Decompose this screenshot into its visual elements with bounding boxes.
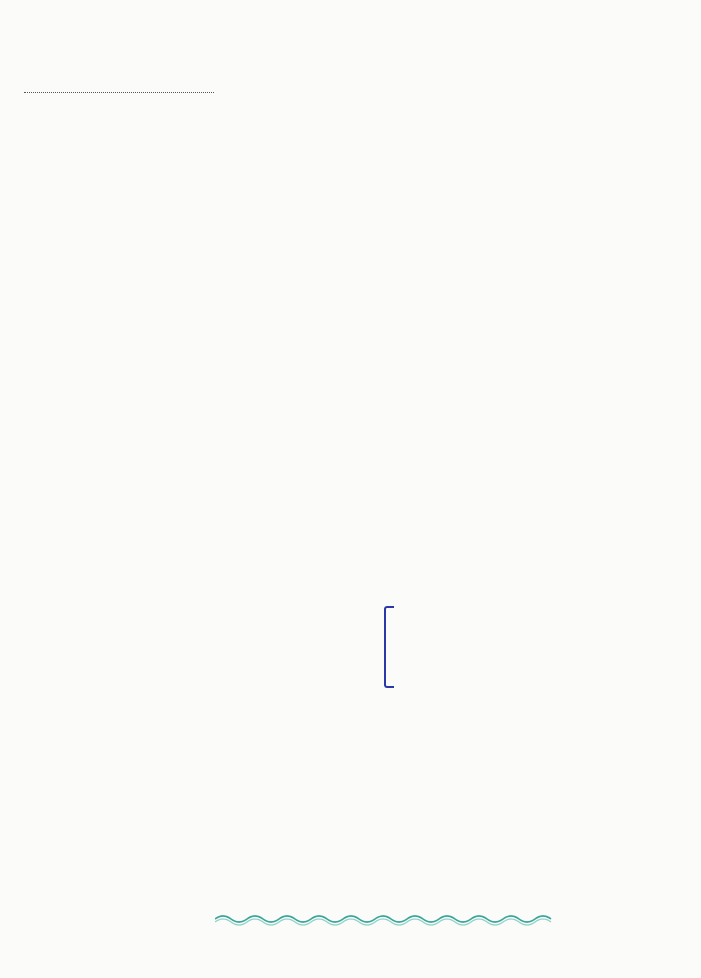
wave-decoration: [215, 912, 555, 926]
header-line: [24, 92, 214, 93]
spiral-binding: [671, 0, 695, 978]
system-brace: [384, 606, 394, 688]
